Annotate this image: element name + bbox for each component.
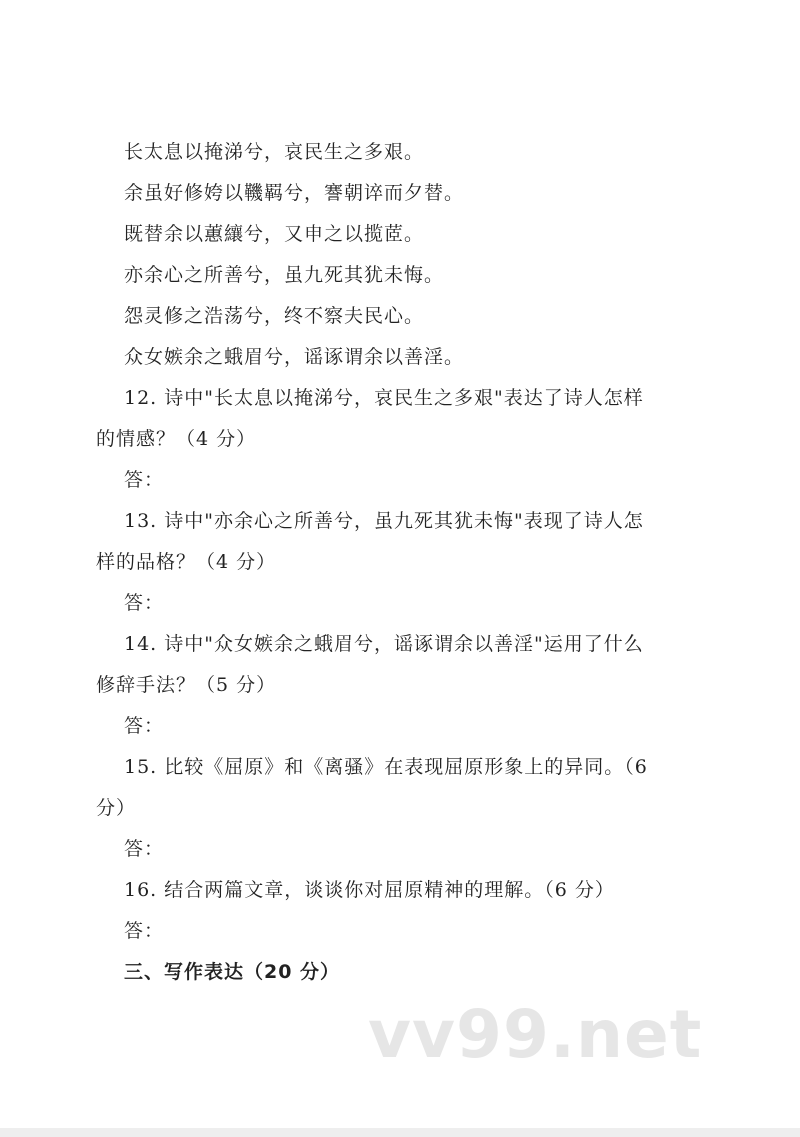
question-15-text-cont: 分） [96, 797, 137, 819]
question-14-text-cont: 修辞手法？（5 分） [96, 674, 277, 696]
poem-line-6: 众女嫉余之蛾眉兮，谣诼谓余以善淫。 [124, 346, 465, 368]
question-15-answer: 答： [124, 838, 165, 860]
question-12-text-cont: 的情感？（4 分） [96, 428, 257, 450]
poem-line-3: 既替余以蕙纕兮，又申之以揽茝。 [124, 223, 425, 245]
poem-line-5: 怨灵修之浩荡兮，终不察夫民心。 [124, 305, 425, 327]
poem-line-4: 亦余心之所善兮，虽九死其犹未悔。 [124, 264, 445, 286]
page-bottom-edge [0, 1128, 800, 1137]
watermark: vv99.net [368, 996, 703, 1073]
question-15-text: 15. 比较《屈原》和《离骚》在表现屈原形象上的异同。（6 [124, 756, 648, 778]
section-heading: 三、写作表达（20 分） [124, 961, 341, 983]
question-16-text: 16. 结合两篇文章，谈谈你对屈原精神的理解。（6 分） [124, 879, 615, 901]
question-13-text: 13. 诗中"亦余心之所善兮，虽九死其犹未悔"表现了诗人怎 [124, 510, 644, 532]
question-13-answer: 答： [124, 592, 165, 614]
question-12-answer: 答： [124, 469, 165, 491]
question-12-text: 12. 诗中"长太息以掩涕兮，哀民生之多艰"表达了诗人怎样 [124, 387, 644, 409]
question-14-text: 14. 诗中"众女嫉余之蛾眉兮，谣诼谓余以善淫"运用了什么 [124, 633, 644, 655]
poem-line-1: 长太息以掩涕兮，哀民生之多艰。 [124, 141, 425, 163]
question-16-answer: 答： [124, 920, 165, 942]
question-14-answer: 答： [124, 715, 165, 737]
question-13-text-cont: 样的品格？（4 分） [96, 551, 277, 573]
poem-line-2: 余虽好修姱以鞿羁兮，謇朝谇而夕替。 [124, 182, 465, 204]
